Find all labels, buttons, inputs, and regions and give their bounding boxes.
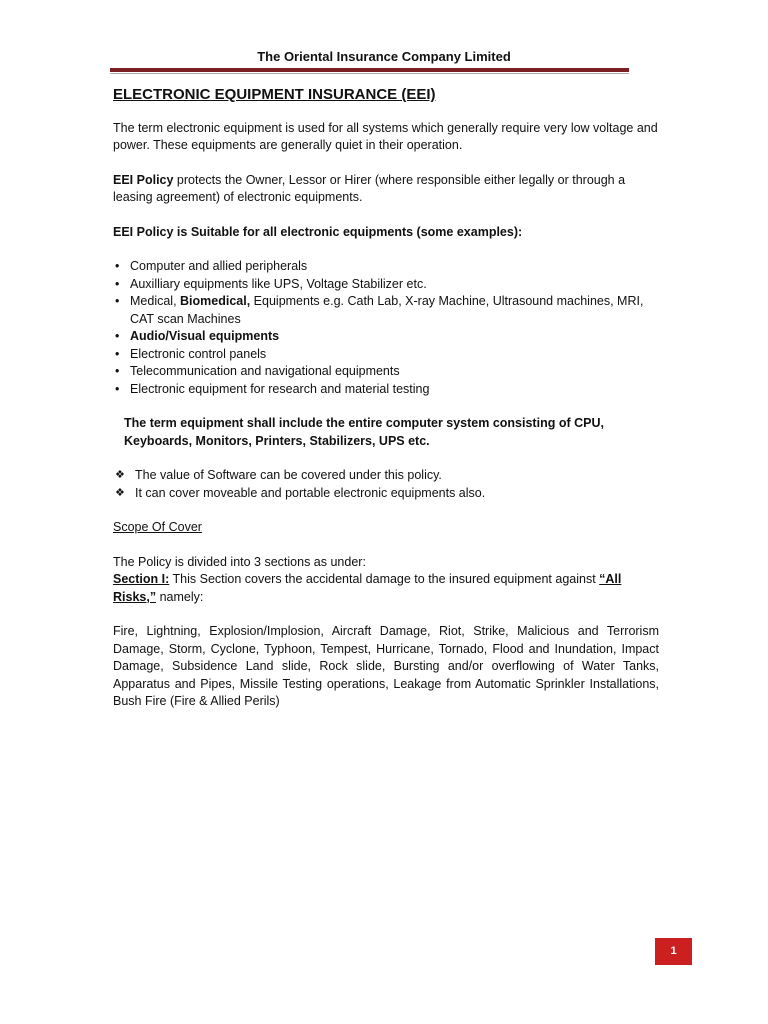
suitable-heading: EEI Policy is Suitable for all electronic equipments (some examples): [113,224,523,239]
header-title: The Oriental Insurance Company Limited [257,49,511,64]
header-rule [110,68,629,72]
list-item: • Computer and allied peripherals [113,258,659,276]
list-item: • Electronic control panels [113,346,659,364]
bullet-icon: • [115,294,120,308]
document-body [113,86,659,711]
policy-text: protects the Owner, Lessor or Hirer (where responsible either legally or through a leasing agreement) of electronic equipments. [113,172,626,204]
list-item: • Medical, Biomedical, Equipments e.g. Cath Lab, X-ray Machine, Ultrasound machines, MRI, CAT scan Machines [115,294,644,326]
page-number-badge: 1 [655,938,692,965]
diamond-bullet-icon: ❖ [115,469,125,481]
section1-paragraph: Section I: This Section covers the accidental damage to the insured equipment against “All Risks,” namely: [113,572,622,604]
list-item: ❖ The value of Software can be covered under this policy. [113,467,659,485]
policy-lead: EEI Policy [113,172,174,187]
scope-heading: Scope Of Cover [113,520,202,534]
list-item: • Auxilliary equipments like UPS, Voltage Stabilizer etc. [113,276,659,294]
list-item: • Telecommunication and navigational equipments [113,363,659,381]
bullet-icon: • [115,346,120,361]
header-rule-shadow [110,73,629,74]
list-item: ❖ It can cover moveable and portable electronic equipments also. [113,485,659,503]
policy-paragraph [113,172,659,207]
intro-paragraph: The term electronic equipment is used for all systems which generally require very low voltage and power. These equipments are generally quiet in their operation. [113,120,658,152]
bullet-icon: • [115,381,120,396]
diamond-bullet-icon: ❖ [115,486,125,499]
section1-label: Section I: [113,572,170,586]
sections-intro: The Policy is divided into 3 sections as under: [113,554,366,569]
all-risks-text: “All Risks,” [113,572,622,604]
bullet-icon: • [115,364,120,378]
bullet-icon: • [115,259,120,273]
bullet-icon: • [115,329,120,343]
coverage-notes [113,467,659,502]
document-title: ELECTRONIC EQUIPMENT INSURANCE (EEI) [113,86,436,103]
perils-paragraph: Fire, Lightning, Explosion/Implosion, Aircraft Damage, Riot, Strike, Malicious and Terrorism Damage, Storm, Cyclone, Typhoon, Tempest, Hurricane, Tornado, Flood and Inundation, Impact Damage, Subsidence Land slide, Rock slide, Bursting and/or overflowing of Water Tanks, Apparatus and Pipes, Missile Testing operations, Leakage from Automatic Sprinkler Installations, Bush Fire (Fire & Allied Perils) [113,624,659,708]
equipment-note: The term equipment shall include the entire computer system consisting of CPU, Keyboards, Monitors, Printers, Stabilizers, UPS etc. [124,416,604,448]
equipment-list [113,258,659,398]
bullet-icon: • [115,276,120,291]
list-item: • Audio/Visual equipments [113,328,659,346]
list-item: • Electronic equipment for research and material testing [113,381,659,399]
